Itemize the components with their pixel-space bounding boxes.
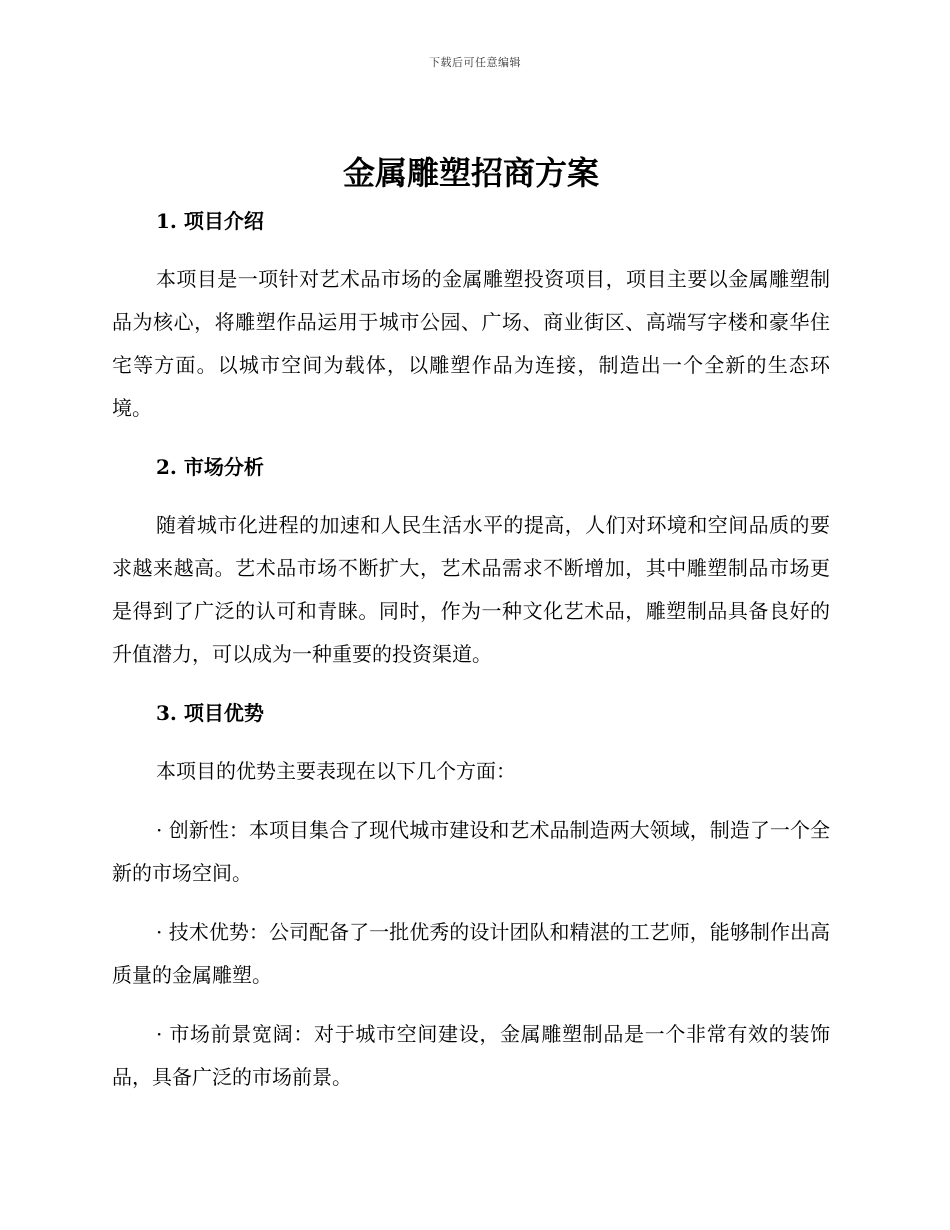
section-heading: 1. 项目介绍 bbox=[156, 209, 264, 233]
header-note: 下载后可任意编辑 bbox=[429, 56, 521, 69]
section-project-advantages bbox=[112, 698, 830, 1099]
paragraph: 本项目是一项针对艺术品市场的金属雕塑投资项目，项目主要以金属雕塑制品为核心，将雕塑作品运用于城市公园、广场、商业街区、高端写字楼和豪华住宅等方面。以城市空间为载体，以雕塑作品为连接，制造出一个全新的生态环境。 bbox=[112, 267, 830, 420]
section-market-analysis bbox=[112, 452, 830, 676]
section-heading: 2. 市场分析 bbox=[156, 455, 264, 479]
section-project-intro bbox=[112, 206, 830, 430]
section-heading: 3. 项目优势 bbox=[156, 701, 264, 725]
paragraph: 随着城市化进程的加速和人民生活水平的提高，人们对环境和空间品质的要求越来越高。艺术品市场不断扩大，艺术品需求不断增加，其中雕塑制品市场更是得到了广泛的认可和青睐。同时，作为一种文化艺术品，雕塑制品具备良好的升值潜力，可以成为一种重要的投资渠道。 bbox=[112, 513, 830, 666]
list-item: · 市场前景宽阔：对于城市空间建设，金属雕塑制品是一个非常有效的装饰品，具备广泛的市场前景。 bbox=[112, 1022, 830, 1089]
list-item: · 创新性：本项目集合了现代城市建设和艺术品制造两大领域，制造了一个全新的市场空间。 bbox=[112, 818, 830, 885]
list-item: · 技术优势：公司配备了一批优秀的设计团队和精湛的工艺师，能够制作出高质量的金属雕塑。 bbox=[112, 920, 830, 987]
paragraph: 本项目的优势主要表现在以下几个方面： bbox=[156, 759, 516, 783]
document-title: 金属雕塑招商方案 bbox=[342, 154, 599, 192]
document-body bbox=[112, 150, 830, 1115]
